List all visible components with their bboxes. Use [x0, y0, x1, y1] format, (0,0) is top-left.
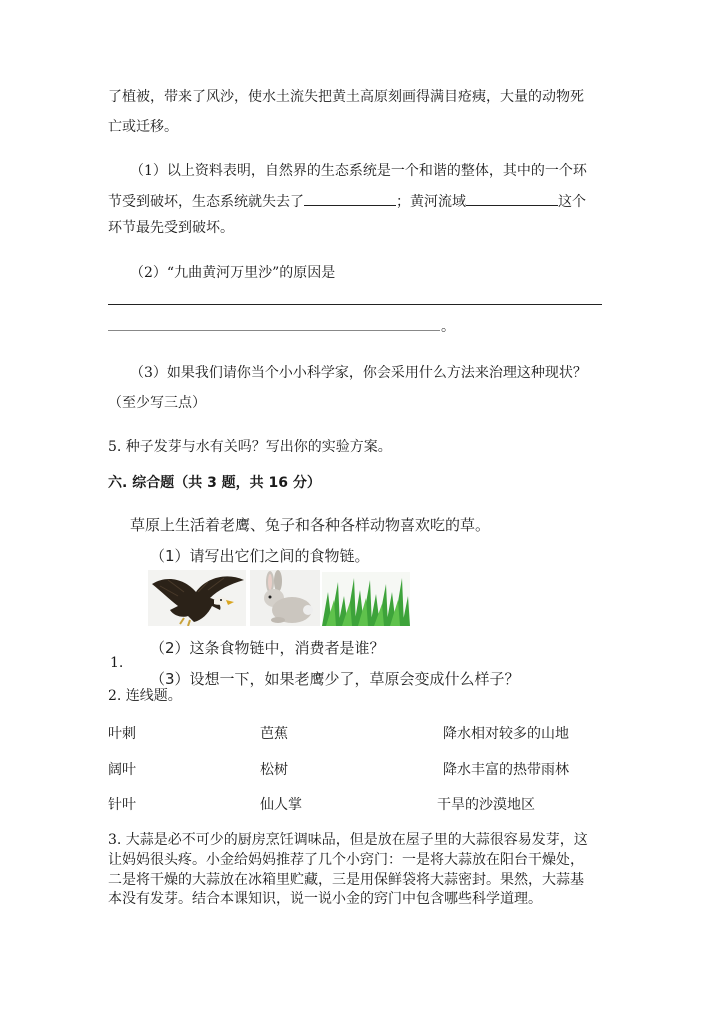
item1-number: 1.	[110, 655, 124, 671]
rabbit-image	[250, 570, 320, 626]
item1-intro: 草原上生活着老鹰、兔子和各种各样动物喜欢吃的草。	[130, 516, 491, 534]
q1-blank-2[interactable]	[466, 193, 558, 206]
match-mid-3[interactable]: 仙人掌	[260, 797, 302, 813]
item2-title: 2. 连线题。	[108, 688, 182, 704]
section-6-title: 六. 综合题（共 3 题，共 16 分）	[108, 475, 321, 491]
passage-line-1: 了植被，带来了风沙，使水土流失把黄土高原刻画得满目疮痍，大量的动物死	[108, 89, 584, 105]
rabbit-icon	[250, 570, 320, 626]
q1-text-c: 这个	[558, 194, 586, 210]
item1-sub1: （1）请写出它们之间的食物链。	[150, 547, 370, 565]
item3-line-3: 二是将干燥的大蒜放在冰箱里贮藏，三是用保鲜袋将大蒜密封。果然，大蒜基	[108, 872, 584, 888]
item3-line-1: 3. 大蒜是必不可少的厨房烹饪调味品，但是放在屋子里的大蒜很容易发芽，这	[108, 832, 588, 848]
eagle-icon	[148, 570, 246, 626]
grass-image	[322, 572, 410, 626]
eagle-image	[148, 570, 246, 626]
q1-text-a: 节受到破坏，生态系统就失去了	[108, 194, 304, 210]
match-left-3[interactable]: 针叶	[108, 797, 136, 813]
match-right-1[interactable]: 降水相对较多的山地	[443, 726, 569, 742]
grass-icon	[322, 572, 410, 626]
q2-end-mark: 。	[441, 319, 455, 335]
q1-blank-1[interactable]	[304, 193, 396, 206]
match-left-2[interactable]: 阔叶	[108, 762, 136, 778]
item1-sub3: （3）设想一下，如果老鹰少了，草原会变成什么样子？	[150, 670, 520, 688]
item3-line-4: 本没有发芽。结合本课知识，说一说小金的窍门中包含哪些科学道理。	[108, 891, 542, 907]
q3-line-1: （3）如果我们请你当个小小科学家，你会采用什么方法来治理这种现状？	[130, 365, 587, 381]
match-right-2[interactable]: 降水丰富的热带雨林	[443, 762, 569, 778]
match-mid-1[interactable]: 芭蕉	[260, 726, 288, 742]
item1-sub2: （2）这条食物链中，消费者是谁？	[150, 639, 385, 657]
q1-line-2	[108, 193, 586, 209]
match-mid-2[interactable]: 松树	[260, 762, 288, 778]
q3-line-2: （至少写三点）	[108, 395, 206, 411]
q2-answer-line-1[interactable]	[108, 304, 602, 305]
match-right-3[interactable]: 干旱的沙漠地区	[437, 797, 535, 813]
item3-line-2: 让妈妈很头疼。小金给妈妈推荐了几个小窍门：一是将大蒜放在阳台干燥处，	[108, 852, 584, 868]
q5-text: 5. 种子发芽与水有关吗？写出你的实验方案。	[108, 439, 392, 455]
q2-text: （2）“九曲黄河万里沙”的原因是	[130, 265, 336, 281]
passage-line-2: 亡或迁移。	[108, 119, 178, 135]
match-left-1[interactable]: 叶刺	[108, 726, 136, 742]
q1-line-3: 环节最先受到破坏。	[108, 220, 234, 236]
q1-line-1: （1）以上资料表明，自然界的生态系统是一个和谐的整体，其中的一个环	[130, 163, 587, 179]
q2-answer-line-2[interactable]	[108, 330, 440, 331]
q1-text-b: ；黄河流域	[396, 194, 466, 210]
